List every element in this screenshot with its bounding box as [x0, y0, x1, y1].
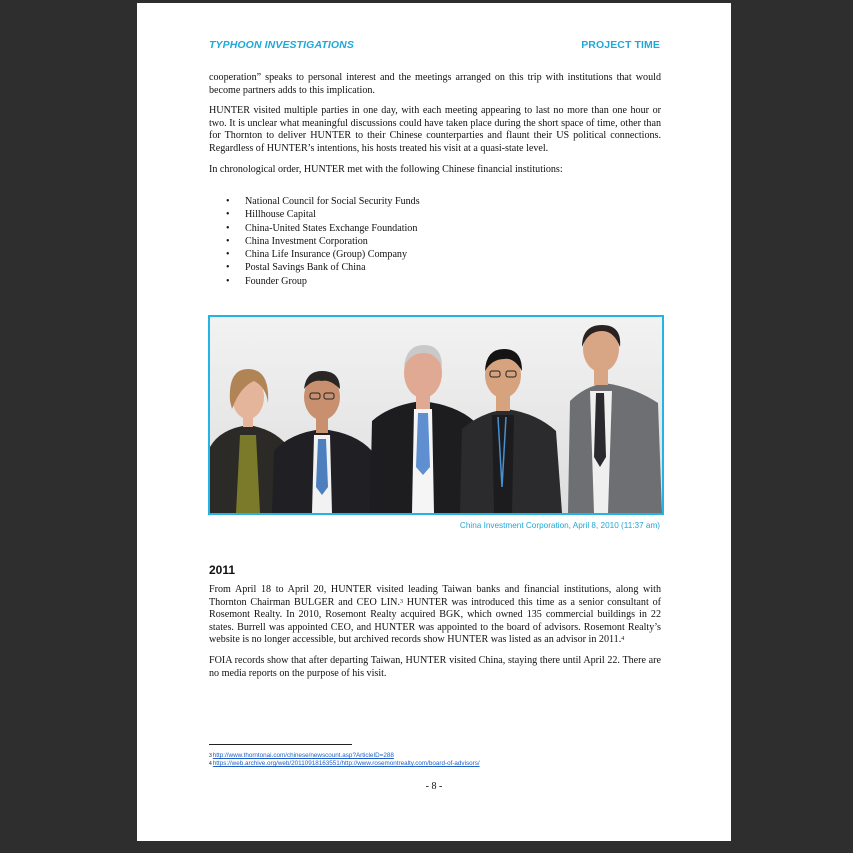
- list-item: • Founder Group: [209, 275, 649, 288]
- list-item: • China Investment Corporation: [209, 235, 649, 248]
- paragraph-text: HUNTER was introduced this time as a senior consultant of Rosemont Realty. In 2010, Rosemont Realty acquired BGK, which owned 135 commercial buildings in 22 states. Burrell was appointed CEO, and HUNTER was appointed to the board of advisors. Rosemont Realty’s website is no longer accessible, but archived records show HUNTER was listed as an advisor in 2011.: [209, 596, 661, 646]
- institution-list: [209, 195, 649, 288]
- group-photo-image: [210, 317, 662, 513]
- list-item: • Hillhouse Capital: [209, 208, 649, 221]
- footnote-number: 3: [209, 753, 212, 759]
- section-year-heading: 2011: [209, 563, 236, 577]
- top-paragraphs: [209, 72, 661, 184]
- paragraph: HUNTER visited multiple parties in one day, with each meeting appearing to last no more than one hour or two. It is unclear what meaningful discussions could have taken place during the short space of time, other than for Thornton to deliver HUNTER to their Chinese counterparties and flaunt their US political connections. Regardless of HUNTER’s intentions, his hosts treated his visit at a quasi-state level.: [209, 105, 661, 154]
- footnote-ref[interactable]: 3: [399, 598, 403, 605]
- section-paragraphs: [209, 584, 661, 688]
- footnote-link[interactable]: http://www.thorntonai.com/chinese/newscount.asp?ArticleID=288: [212, 752, 394, 759]
- footnote-ref[interactable]: 4: [621, 636, 625, 643]
- paragraph: FOIA records show that after departing Taiwan, HUNTER visited China, staying there until April 22. There are no media reports on the purpose of his visit.: [209, 654, 661, 679]
- header-left: TYPHOON INVESTIGATIONS: [209, 39, 354, 51]
- footnote: [209, 752, 480, 760]
- list-item: • Postal Savings Bank of China: [209, 261, 649, 274]
- paragraph: In chronological order, HUNTER met with the following Chinese financial institutions:: [209, 163, 563, 175]
- footnote-number: 4: [209, 761, 212, 767]
- list-item: • National Council for Social Security Funds: [209, 195, 649, 208]
- footnote: [209, 760, 480, 768]
- page-number: - 8 -: [425, 781, 443, 792]
- list-item: • China Life Insurance (Group) Company: [209, 248, 649, 261]
- photo-caption: China Investment Corporation, April 8, 2010 (11:37 am): [459, 521, 660, 530]
- footnotes: [209, 752, 480, 768]
- group-photo: [208, 315, 664, 515]
- paragraph: [209, 584, 661, 647]
- footnote-link[interactable]: https://web.archive.org/web/20110918163551/http://www.rosemontrealty.com/board-of-advisors/: [212, 760, 480, 767]
- paragraph-text: From April 18 to April 20, HUNTER visited leading Taiwan banks and financial institutions, along with Thornton Chairman BULGER and CEO LIN.: [209, 584, 661, 608]
- paragraph: cooperation” speaks to personal interest and the meetings arranged on this trip with institutions that would become partners adds to this implication.: [209, 72, 661, 96]
- header-right: PROJECT TIME: [581, 39, 660, 51]
- list-item: • China-United States Exchange Foundation: [209, 222, 649, 235]
- footnote-divider: [209, 744, 352, 745]
- document-page: [137, 3, 731, 841]
